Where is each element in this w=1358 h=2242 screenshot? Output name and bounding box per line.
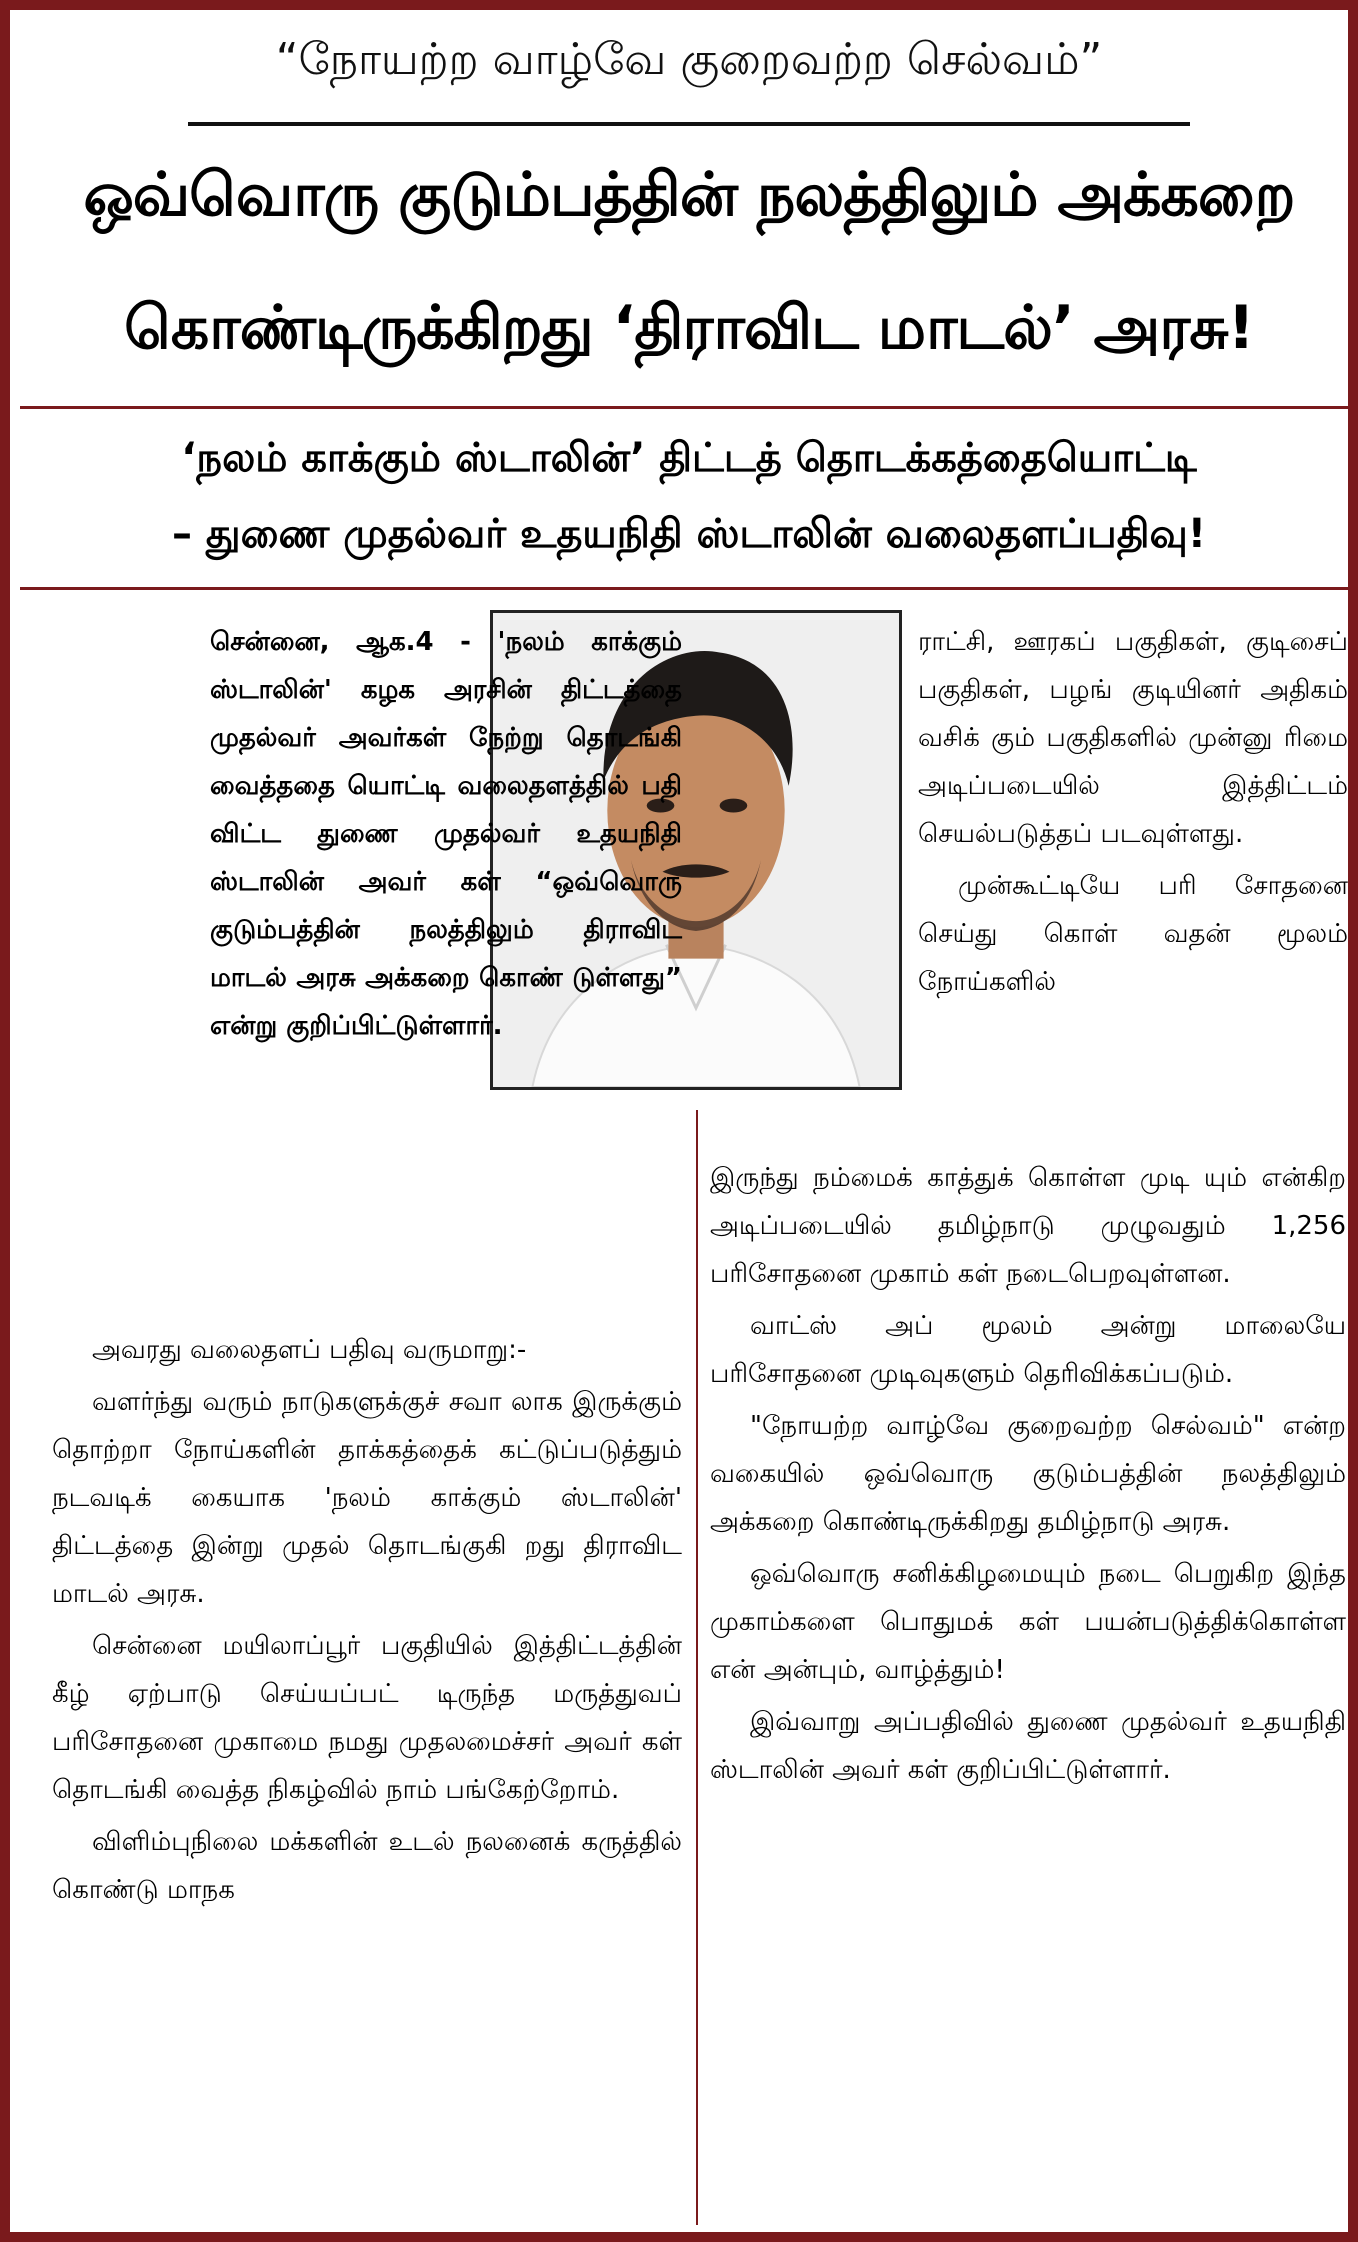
paragraph: இருந்து நம்மைக் காத்துக் கொள்ள முடி யும் என்கிற அடிப்படையில் தமிழ்நாடு முழுவதும் 1,256 பரிசோதனை முகாம் கள் நடைபெறவுள்ளன. [710,1163,1346,1289]
paragraph: சென்னை மயிலாப்பூர் பகுதியில் இத்திட்டத்தின் கீழ் ஏற்பாடு செய்யப்பட் டிருந்த மருத்துவப் பரிசோதனை முகாமை நமது முதலமைச்சர் அவர் கள் தொடங்கி வைத்த நிகழ்வில் நாம் பங்கேற்றோம். [52,1631,682,1805]
clipping-content [20,20,1358,2242]
paragraph: வாட்ஸ் அப் மூலம் அன்று மாலையே பரிசோதனை முடிவுகளும் தெரிவிக்கப்படும். [710,1311,1346,1389]
paragraph: இவ்வாறு அப்பதிவில் துணை முதல்வர் உதயநிதி ஸ்டாலின் அவர் கள் குறிப்பிட்டுள்ளார். [710,1707,1346,1785]
headline-divider [20,406,1358,409]
column-divider [696,1110,698,2225]
right-column-top [918,618,1348,1010]
left-column [52,1326,682,1918]
headline-line-1: ஒவ்வொரு குடும்பத்தின் நலத்திலும் அக்கறை [83,160,1295,230]
subhead-divider [20,587,1358,590]
lead-paragraph: சென்னை, ஆக.4 - 'நலம் காக்கும் ஸ்டாலின்' கழக அரசின் திட்டத்தை முதல்வர் அவர்கள் நேற்று தொடங்கி வைத்ததை யொட்டி வலைதளத்தில் பதி விட்ட துணை முதல்வர் உதயநிதி ஸ்டாலின் அவர் கள் “ஒவ்வொரு குடும்பத்தின் நலத்திலும் திராவிட மாடல் அரசு அக்கறை கொண் டுள்ளது” என்று குறிப்பிட்டுள்ளார். [210,627,682,1041]
paragraph: முன்கூட்டியே பரி சோதனை செய்து கொள் வதன் மூலம் நோய்களில் [918,871,1348,997]
subhead-line-2: – துணை முதல்வர் உதயநிதி ஸ்டாலின் வலைதளப்பதிவு! [171,511,1206,557]
right-column [710,1154,1346,1798]
quote-underline [188,122,1190,126]
paragraph: ஒவ்வொரு சனிக்கிழமையும் நடை பெறுகிற இந்த முகாம்களை பொதுமக் கள் பயன்படுத்திக்கொள்ள என் அன்பும், வாழ்த்தும்! [710,1559,1346,1685]
paragraph: வளர்ந்து வரும் நாடுகளுக்குச் சவா லாக இருக்கும் தொற்றா நோய்களின் தாக்கத்தைக் கட்டுப்படுத்தும் நடவடிக் கையாக 'நலம் காக்கும் ஸ்டாலின்' திட்டத்தை இன்று முதல் தொடங்குகி றது திராவிட மாடல் அரசு. [52,1387,682,1609]
paragraph: அவரது வலைதளப் பதிவு வருமாறு:- [92,1335,527,1365]
subhead-line-1: ‘நலம் காக்கும் ஸ்டாலின்’ திட்டத் தொடக்கத்தையொட்டி [181,435,1197,481]
headline-line-2: கொண்டிருக்கிறது ‘திராவிட மாடல்’ அரசு! [124,293,1254,363]
quote-title: “நோயற்ற வாழ்வே குறைவற்ற செல்வம்” [275,34,1103,85]
paragraph: விளிம்புநிலை மக்களின் உடல் நலனைக் கருத்தில் கொண்டு மாநக [52,1827,682,1905]
paragraph: "நோயற்ற வாழ்வே குறைவற்ற செல்வம்" என்ற வகையில் ஒவ்வொரு குடும்பத்தின் நலத்திலும் அக்கறை கொண்டிருக்கிறது தமிழ்நாடு அரசு. [710,1411,1346,1537]
paragraph: ராட்சி, ஊரகப் பகுதிகள், குடிசைப் பகுதிகள், பழங் குடியினர் அதிகம் வசிக் கும் பகுதிகளில் முன்னு ரிமை அடிப்படையில் இத்திட்டம் செயல்படுத்தப் படவுள்ளது. [918,627,1348,849]
article-lead [210,618,682,1054]
